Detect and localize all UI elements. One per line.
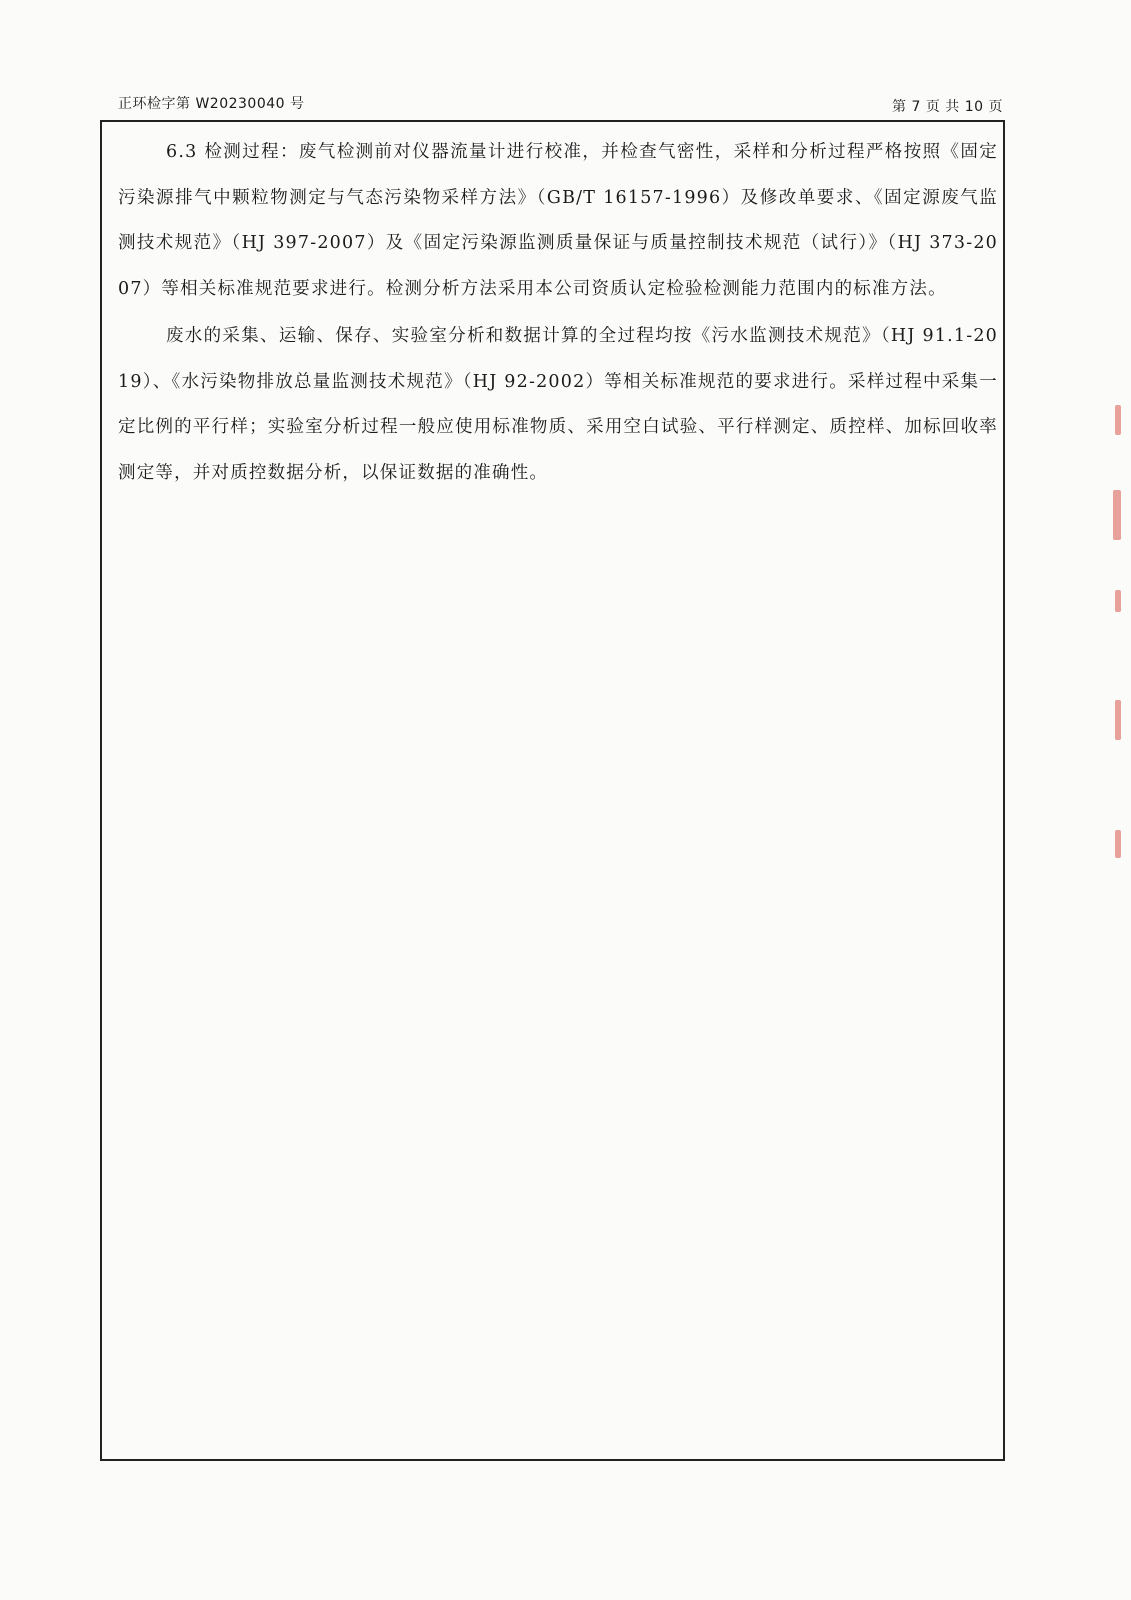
seal-edge-mark [1113,490,1121,540]
paragraph-wastewater-testing: 废水的采集、运输、保存、实验室分析和数据计算的全过程均按《污水监测技术规范》（HJ 91.1-2019）、《水污染物排放总量监测技术规范》（HJ 92-2002）等相关标准规范的要求进行。采样过程中采集一定比例的平行样；实验室分析过程一般应使用标准物质、采用空白试验、平行样测定、质控样、加标回收率测定等，并对质控数据分析，以保证数据的准确性。 [118,326,998,483]
page-number: 第 7 页 共 10 页 [892,99,1003,115]
paragraph-exhaust-gas-testing: 6.3 检测过程：废气检测前对仪器流量计进行校准，并检查气密性，采样和分析过程严格按照《固定污染源排气中颗粒物测定与气态污染物采样方法》（GB/T 16157-1996）及修改单要求、《固定源废气监测技术规范》（HJ 397-2007）及《固定污染源监测质量保证与质量控制技术规范（试行）》（HJ 373-2007）等相关标准规范要求进行。检测分析方法采用本公司资质认定检验检测能力范围内的标准方法。 [118,142,998,299]
report-body [118,130,998,496]
seal-edge-mark [1115,830,1121,858]
seal-edge-mark [1115,590,1121,612]
seal-edge-mark [1115,700,1121,740]
seal-edge-mark [1115,405,1121,435]
report-number: 正环检字第 W20230040 号 [118,96,305,112]
